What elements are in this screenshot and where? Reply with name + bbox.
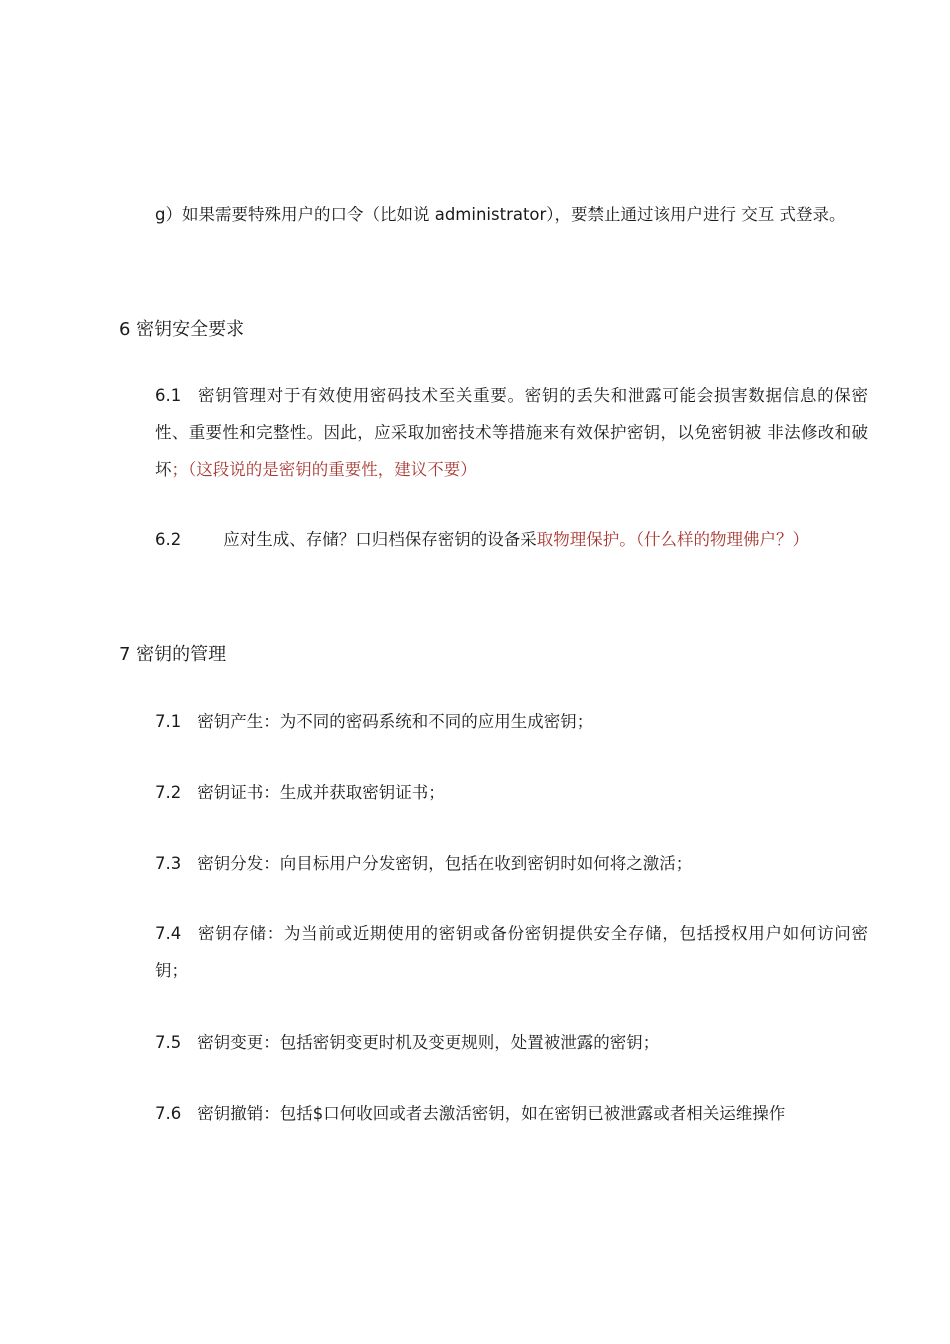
- section-heading-7: 7 密钥的管理: [119, 644, 227, 665]
- paragraph-7-3-number: 7.3: [155, 854, 182, 873]
- paragraph-6-1-comment: ；（这段说的是密钥的重要性，建议不要）: [171, 460, 477, 479]
- paragraph-7-5-text: 密钥变更：包括密钥变更时机及变更规则，处置被泄露的密钥；: [197, 1033, 660, 1052]
- paragraph-6-1: [119, 377, 868, 488]
- paragraph-7-4-number: 7.4: [155, 924, 182, 943]
- paragraph-7-5-number: 7.5: [155, 1033, 182, 1052]
- paragraph-7-1-text: 密钥产生：为不同的密码系统和不同的应用生成密钥；: [197, 712, 594, 731]
- paragraph-7-4: [119, 915, 868, 989]
- paragraph-7-3: [119, 845, 868, 882]
- paragraph-6-2-comment: 取物理保护。（什么样的物理佛户？）: [536, 530, 809, 549]
- paragraph-7-1: [119, 703, 868, 740]
- paragraph-g-text: g）如果需要特殊用户的口令（比如说 administrator），要禁止通过该用户进行 交互 式登录。: [155, 205, 846, 224]
- paragraph-7-6-number: 7.6: [155, 1104, 182, 1123]
- paragraph-7-5: [119, 1024, 868, 1061]
- paragraph-g: [119, 196, 868, 233]
- paragraph-6-1-number: 6.1: [155, 386, 182, 405]
- paragraph-6-2-number: 6.2: [155, 530, 182, 549]
- paragraph-7-2-number: 7.2: [155, 783, 182, 802]
- paragraph-7-3-text: 密钥分发：向目标用户分发密钥，包括在收到密钥时如何将之激活；: [197, 854, 693, 873]
- paragraph-7-6: [119, 1095, 868, 1132]
- paragraph-6-1-text: 密钥管理对于有效使用密码技术至关重要。密钥的丢失和泄露可能会损害数据信息的保密性、重要性和完整性。因此，应采取加密技术等措施来有效保护密钥，以免密钥被 非法修改和破坏: [155, 386, 868, 479]
- paragraph-6-2-text: 应对生成、存储？口归档保存密钥的设备采: [223, 530, 537, 549]
- paragraph-7-6-text: 密钥撤销：包括$口何收回或者去激活密钥，如在密钥已被泄露或者相关运维操作: [197, 1104, 786, 1123]
- paragraph-7-2: [119, 774, 868, 811]
- section-heading-6: 6 密钥安全要求: [119, 319, 245, 340]
- paragraph-7-1-number: 7.1: [155, 712, 182, 731]
- paragraph-6-2: [119, 521, 868, 558]
- paragraph-7-2-text: 密钥证书：生成并获取密钥证书；: [197, 783, 445, 802]
- paragraph-7-4-text: 密钥存储：为当前或近期使用的密钥或备份密钥提供安全存储，包括授权用户如何访问密钥；: [155, 924, 868, 980]
